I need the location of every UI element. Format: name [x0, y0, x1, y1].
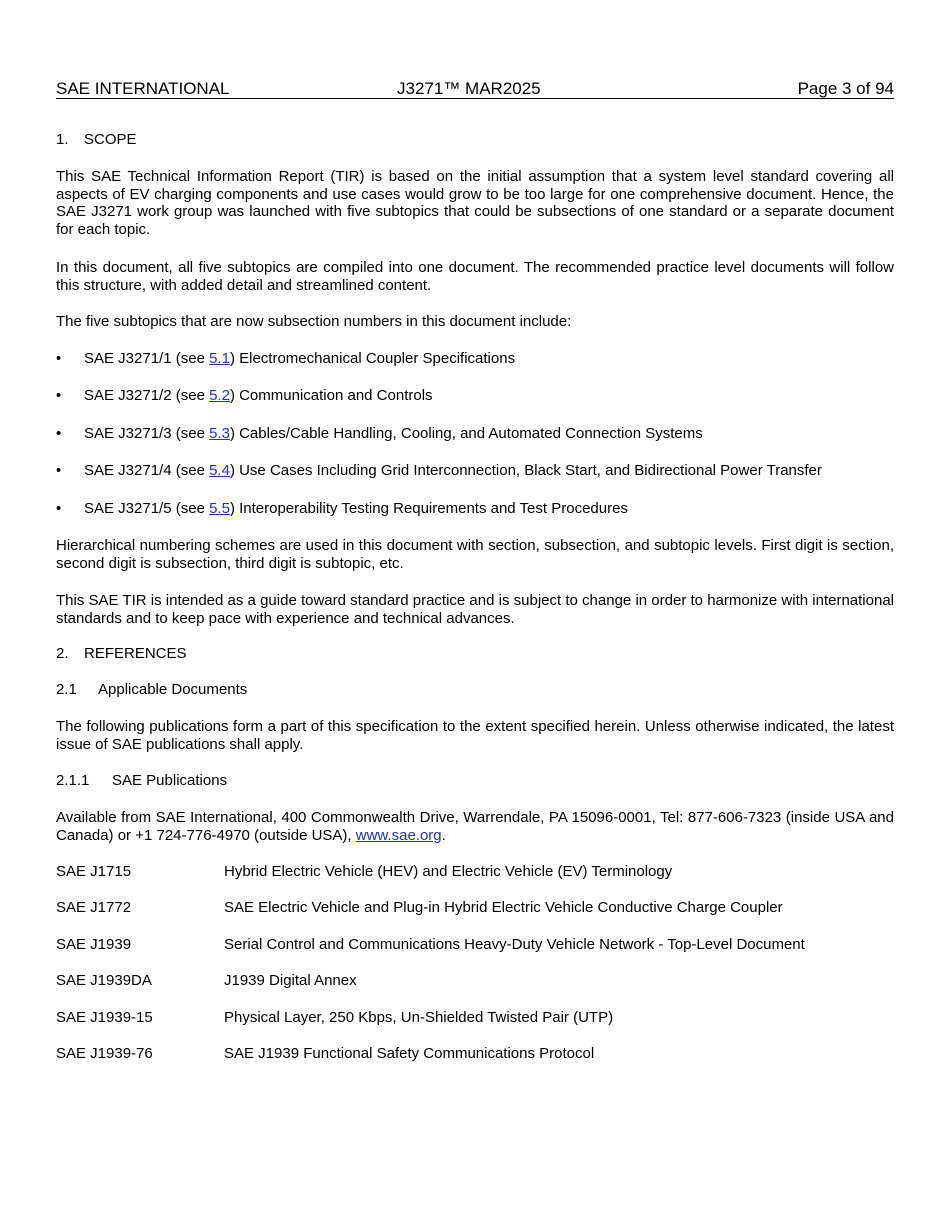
bullet-icon: • — [56, 425, 62, 442]
reference-title: SAE J1939 Functional Safety Communications Protocol — [224, 1045, 595, 1062]
subsection-title: Applicable Documents — [98, 681, 248, 698]
section-title: SCOPE — [84, 131, 137, 148]
section-number: 2. — [56, 645, 69, 662]
reference-code: SAE J1939-76 — [56, 1045, 153, 1062]
reference-code: SAE J1939 — [56, 936, 132, 953]
link-section-5-1[interactable]: 5.1 — [209, 350, 230, 367]
scope-paragraph-5: This SAE TIR is intended as a guide toward standard practice and is subject to change in order to harmonize with international standards and to keep pace with experience and technical advances. — [56, 592, 894, 627]
scope-paragraph-2: In this document, all five subtopics are compiled into one document. The recommended practice level documents will follow this structure, with added detail and streamlined content. — [56, 259, 894, 294]
sae-website-link[interactable]: www.sae.org — [355, 826, 442, 844]
section-heading-references — [56, 645, 894, 663]
section-title: REFERENCES — [84, 645, 187, 662]
bullet-icon: • — [56, 462, 62, 479]
section-number: 1. — [56, 131, 69, 148]
header-org: SAE INTERNATIONAL — [56, 79, 230, 98]
subsection-number: 2.1 — [56, 681, 77, 698]
scope-paragraph-3: The five subtopics that are now subsection numbers in this document include: — [56, 313, 572, 330]
bullet-icon: • — [56, 500, 62, 517]
reference-code: SAE J1939DA — [56, 972, 152, 989]
reference-code: SAE J1939-15 — [56, 1009, 153, 1026]
subtopic-number: 2.1.1 — [56, 772, 90, 789]
header-page-number: Page 3 of 94 — [797, 79, 894, 98]
link-section-5-2[interactable]: 5.2 — [209, 387, 230, 404]
link-section-5-5[interactable]: 5.5 — [209, 500, 230, 517]
bullet-icon: • — [56, 387, 62, 404]
reference-title: Physical Layer, 250 Kbps, Un-Shielded Twisted Pair (UTP) — [224, 1009, 614, 1026]
section-heading-scope — [56, 131, 894, 149]
scope-paragraph-1: This SAE Technical Information Report (TIR) is based on the initial assumption that a system level standard covering all aspects of EV charging components and use cases would grow to be too large for one comprehensive document. Hence, the SAE J3271 work group was launched with five subtopics that could be subsections of one standard or a separate document for each topic. — [56, 168, 894, 238]
subsection-heading-applicable-documents — [56, 681, 894, 699]
reference-title: SAE Electric Vehicle and Plug-in Hybrid Electric Vehicle Conductive Charge Coupler — [224, 899, 783, 916]
subtopic-title: SAE Publications — [112, 772, 228, 789]
link-section-5-4[interactable]: 5.4 — [209, 462, 230, 479]
reference-code: SAE J1772 — [56, 899, 132, 916]
reference-title: Hybrid Electric Vehicle (HEV) and Electric Vehicle (EV) Terminology — [224, 863, 673, 880]
reference-code: SAE J1715 — [56, 863, 132, 880]
bullet-icon: • — [56, 350, 62, 367]
applicable-documents-paragraph: The following publications form a part of this specification to the extent specified herein. Unless otherwise indicated, the latest issue of SAE publications shall apply. — [56, 718, 894, 753]
reference-title: J1939 Digital Annex — [224, 972, 357, 989]
reference-title: Serial Control and Communications Heavy-Duty Vehicle Network - Top-Level Document — [224, 936, 805, 953]
link-section-5-3[interactable]: 5.3 — [209, 425, 230, 442]
page-header — [56, 79, 894, 99]
scope-paragraph-4: Hierarchical numbering schemes are used in this document with section, subsection, and subtopic levels. First digit is section, second digit is subsection, third digit is subtopic, etc. — [56, 537, 894, 572]
subtopic-heading-sae-publications — [56, 772, 894, 790]
sae-publications-paragraph: Available from SAE International, 400 Commonwealth Drive, Warrendale, PA 15096-0001, Tel: 877-606-7323 (inside USA and Canada) or +1 724-776-4970 (outside USA), www.sae.org. — [56, 809, 894, 844]
header-doc-id: J3271™ MAR2025 — [397, 79, 541, 98]
